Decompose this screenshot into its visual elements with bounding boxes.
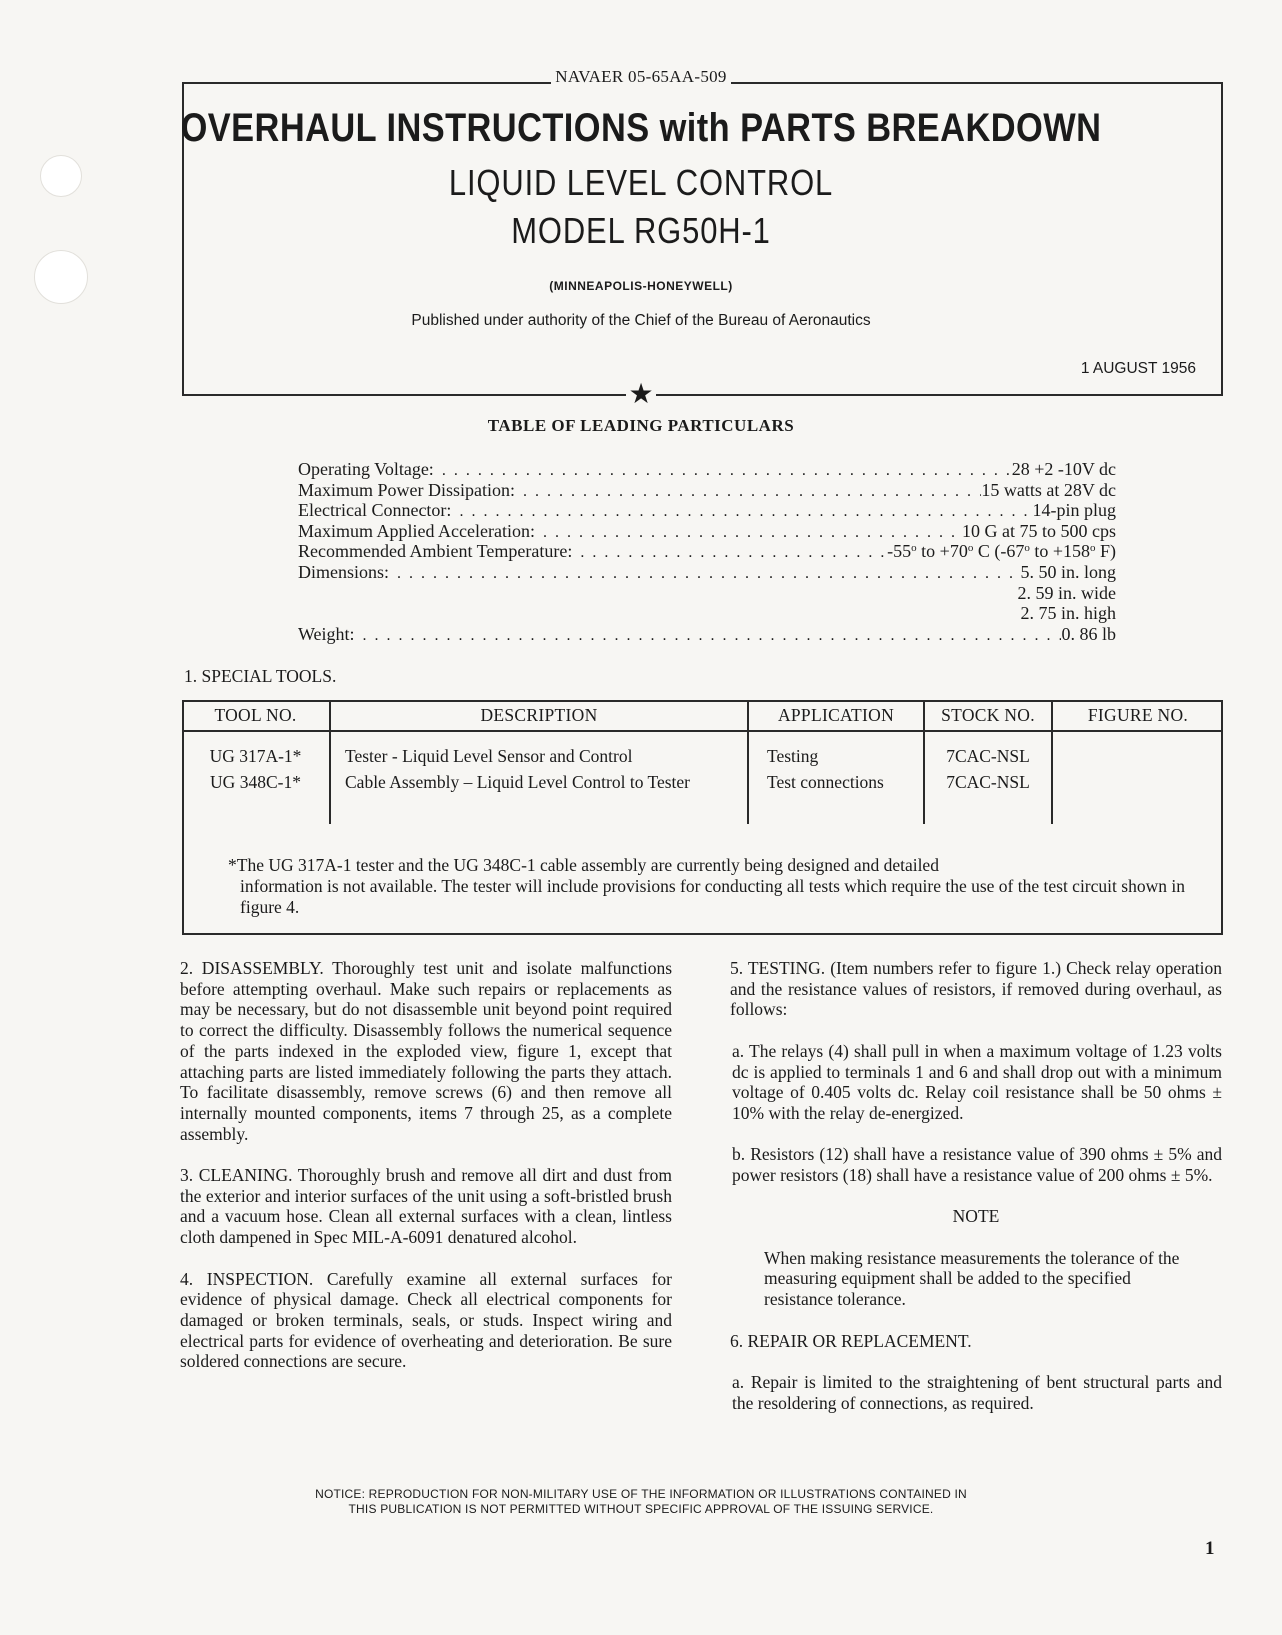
leader-dots [515, 483, 981, 501]
particular-row [298, 562, 1116, 583]
inspection-paragraph: 4. INSPECTION. Carefully examine all external surfaces for evidence of physical damage. Check all electrical components for damaged or broken terminals, seals, or studs. Inspect wiring and electrical parts for evidence of overheating and deterioration. Be sure soldered connections are secure. [180, 1268, 672, 1372]
manufacturer: (MINNEAPOLIS-HONEYWELL) [549, 279, 733, 293]
particular-value: 2. 59 in. wide [1017, 582, 1116, 603]
degree-mark: o [911, 542, 917, 555]
particular-label: Maximum Power Dissipation: [298, 479, 515, 500]
star-icon: ★ [628, 379, 654, 410]
column-header: APPLICATION [748, 700, 924, 731]
particular-label: Operating Voltage: [298, 459, 434, 479]
stock-number: 7CAC-NSL [924, 766, 1052, 824]
tool-application: Testing [748, 731, 924, 766]
tool-number: UG 348C-1* [182, 766, 330, 824]
particular-label: Recommended Ambient Temperature: [298, 541, 573, 562]
degree-mark: o [967, 542, 974, 555]
publication-date: 1 AUGUST 1956 [1080, 360, 1196, 377]
particular-value: 14-pin plug [1032, 500, 1116, 521]
stock-number: 7CAC-NSL [924, 731, 1052, 766]
tool-description: Cable Assembly – Liquid Level Control to Tester [330, 766, 748, 824]
leader-dots [572, 544, 887, 562]
column-header: DESCRIPTION [330, 700, 748, 731]
particular-row [298, 480, 1116, 501]
particular-value: -55$^o$ to $+70^o$ C (-67$^o$ to $+158^o$ F) [887, 541, 1116, 562]
particular-row [298, 459, 1116, 480]
notice-line: NOTICE: REPRODUCTION FOR NON-MILITARY USE OF THE INFORMATION OR ILLUSTRATIONS CONTAINED IN [315, 1487, 967, 1501]
particular-label: Weight: [298, 623, 355, 644]
repair-item-a: a. Repair is limited to the straightening of bent structural parts and the resoldering of connections, as required. [732, 1371, 1222, 1413]
tool-description: Tester - Liquid Level Sensor and Control [330, 731, 748, 766]
left-column [180, 958, 672, 1393]
column-header: TOOL NO. [182, 700, 330, 731]
cleaning-paragraph: 3. CLEANING. Thoroughly brush and remove all dirt and dust from the exterior and interior surfaces of the unit using a soft-bristled brush and a vacuum hose. Clean all external surfaces with a clean, lintless cloth dampened in Spec MIL-A-6091 denatured alcohol. [180, 1165, 672, 1248]
figure-number [1052, 766, 1223, 824]
degree-mark: o [1089, 542, 1096, 555]
column-header: FIGURE NO. [1052, 700, 1223, 731]
leader-dots [451, 503, 1032, 521]
column-header: STOCK NO. [924, 700, 1052, 731]
tools-footnote [228, 855, 1188, 918]
reproduction-notice [0, 1487, 1282, 1517]
footnote-line: *The UG 317A-1 tester and the UG 348C-1 cable assembly are currently being designed and detailed [228, 855, 939, 875]
particular-row [298, 624, 1116, 645]
punch-hole [40, 155, 82, 197]
particular-value: 5. 50 in. long [1020, 561, 1116, 582]
particular-value: 2. 75 in. high [1020, 603, 1116, 624]
particular-label: Electrical Connector: [298, 500, 452, 521]
page-number: 1 [1205, 1538, 1215, 1559]
particular-value: 15 watts at 28V dc [981, 479, 1116, 500]
punch-hole [34, 250, 88, 304]
leader-dots [355, 627, 1062, 645]
degree-mark: o [1024, 542, 1030, 555]
particular-row [298, 541, 1116, 562]
document-subtitle: LIQUID LEVEL CONTROL [448, 162, 834, 203]
model-title: MODEL RG50H-1 [511, 210, 771, 251]
figure-number [1052, 731, 1223, 766]
leader-dots [434, 462, 1012, 480]
notice-line: THIS PUBLICATION IS NOT PERMITTED WITHOUT SPECIFIC APPROVAL OF THE ISSUING SERVICE. [348, 1502, 934, 1516]
section-heading: 1. SPECIAL TOOLS. [184, 666, 337, 686]
disassembly-paragraph: 2. DISASSEMBLY. Thoroughly test unit and isolate malfunctions before attempting overhaul. Make such repairs or replacements as may be necessary, but do not disassemble unit beyond point required to correct the difficulty. Disassembly follows the numerical sequence of the parts indexed in the exploded view, figure 1, except that attaching parts are listed immediately following the parts they attach. To facilitate disassembly, remove screws (6) and then remove all internally mounted components, items 7 through 25, as a complete assembly. [180, 958, 672, 1144]
particular-label: Maximum Applied Acceleration: [298, 520, 535, 541]
document-code: NAVAER 05-65AA-509 [0, 67, 1282, 87]
particular-row [298, 521, 1116, 542]
authority-line: Published under authority of the Chief of the Bureau of Aeronautics [411, 312, 871, 329]
particular-label: Dimensions: [298, 561, 390, 582]
leader-dots [535, 524, 962, 542]
particulars-title: TABLE OF LEADING PARTICULARS [487, 416, 795, 435]
particulars-list [298, 459, 1116, 644]
particular-value: 10 G at 75 to 500 cps [962, 520, 1116, 541]
table-header-row [182, 700, 1223, 731]
tool-number: UG 317A-1* [182, 731, 330, 766]
repair-heading: 6. REPAIR OR REPLACEMENT. [730, 1330, 972, 1351]
particular-row [298, 500, 1116, 521]
table-row [182, 731, 1223, 766]
table-row [182, 766, 1223, 824]
special-tools-table [182, 700, 1223, 824]
document-title: OVERHAUL INSTRUCTIONS with PARTS BREAKDOWN [180, 106, 1102, 150]
tool-application: Test connections [748, 766, 924, 824]
right-column [730, 958, 1222, 1434]
footnote-line: information is not available. The tester will include provisions for conducting all tests which require the use of the test circuit shown in figure 4. [240, 876, 1185, 917]
testing-item-a: a. The relays (4) shall pull in when a maximum voltage of 1.23 volts dc is applied to terminals 1 and 6 and shall drop out with a minimum voltage of 0.405 volts dc. Relay coil resistance shall be 50 ohms ± 10% with the relay de-energized. [732, 1040, 1222, 1123]
testing-item-b: b. Resistors (12) shall have a resistance value of 390 ohms ± 5% and power resistors (18) shall have a resistance value of 200 ohms ± 5%. [732, 1144, 1222, 1185]
particular-value: 0. 86 lb [1061, 623, 1116, 644]
particular-value: 28 +2 -10V dc [1011, 459, 1116, 479]
testing-paragraph: 5. TESTING. (Item numbers refer to figure 1.) Check relay operation and the resistance values of resistors, if removed during overhaul, as follows: [730, 958, 1222, 1020]
note-heading: NOTE [952, 1206, 1000, 1227]
note-body: When making resistance measurements the tolerance of the measuring equipment shall be added to the specified resistance tolerance. [764, 1247, 1180, 1310]
leader-dots [389, 565, 1020, 583]
